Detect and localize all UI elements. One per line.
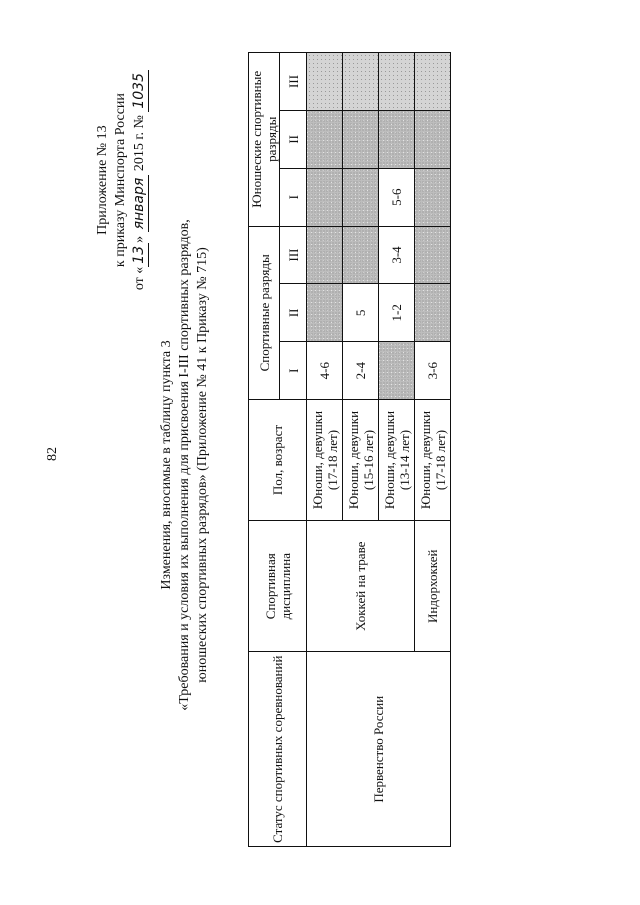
rank-cell-empty xyxy=(343,226,379,284)
header-rank-3: III xyxy=(280,226,307,284)
status-cell: Первенство России xyxy=(307,652,451,847)
date-mid: » xyxy=(132,235,147,243)
date-day: 13 xyxy=(130,243,149,267)
header-youth-rank-2: II xyxy=(280,110,307,168)
youth-cell-empty xyxy=(307,53,343,111)
youth-cell-empty xyxy=(415,110,451,168)
youth-cell: 5-6 xyxy=(379,168,415,226)
heading-line-3: юношеских спортивных разрядов» (Приложение № 41 к Приказу № 715) xyxy=(195,247,210,683)
header-youth-rank-3: III xyxy=(280,53,307,111)
rank-cell: 3-4 xyxy=(379,226,415,284)
discipline-field-hockey: Хоккей на траве xyxy=(307,521,415,652)
header-youth-ranks: Юношеские спортивные разряды xyxy=(249,53,280,227)
appendix-date-line xyxy=(130,70,149,290)
heading-line-2: «Требования и условия их выполнения для присвоения I-III спортивных разрядов, xyxy=(177,219,192,711)
rank-cell: 2-4 xyxy=(343,342,379,400)
rank-cell-empty xyxy=(307,226,343,284)
order-number: 1035 xyxy=(130,70,149,112)
header-youth-rank-1: I xyxy=(280,168,307,226)
date-month: января xyxy=(130,175,149,233)
header-rank-2: II xyxy=(280,284,307,342)
rank-cell-empty xyxy=(415,226,451,284)
age-cell: Юноши, девушки (13-14 лет) xyxy=(379,400,415,521)
rank-cell-empty xyxy=(379,342,415,400)
header-discipline: Спортивная дисциплина xyxy=(249,521,307,652)
age-cell: Юноши, девушки (15-16 лет) xyxy=(343,400,379,521)
youth-cell-empty xyxy=(415,168,451,226)
header-status: Статус спортивных соревнований xyxy=(249,652,307,847)
document-heading xyxy=(158,50,212,880)
rank-cell-empty xyxy=(415,284,451,342)
youth-cell-empty xyxy=(307,168,343,226)
age-cell: Юноши, девушки (17-18 лет) xyxy=(415,400,451,521)
appendix-block xyxy=(94,70,149,290)
youth-cell-empty xyxy=(343,168,379,226)
header-sport-ranks: Спортивные разряды xyxy=(249,226,280,399)
table-row xyxy=(307,53,343,847)
youth-cell-empty xyxy=(307,110,343,168)
rank-cell: 1-2 xyxy=(379,284,415,342)
youth-cell-empty xyxy=(379,53,415,111)
date-year: 2015 г. № xyxy=(132,115,147,172)
page-number: 82 xyxy=(45,447,60,461)
rank-cell: 3-6 xyxy=(415,342,451,400)
rotated-document xyxy=(80,50,560,880)
rank-cell: 5 xyxy=(343,284,379,342)
rank-cell-empty xyxy=(307,284,343,342)
rank-cell: 4-6 xyxy=(307,342,343,400)
appendix-title: Приложение № 13 xyxy=(95,125,110,235)
heading-line-1: Изменения, вносимые в таблицу пункта 3 xyxy=(159,340,174,590)
youth-cell-empty xyxy=(343,53,379,111)
youth-cell-empty xyxy=(379,110,415,168)
age-cell: Юноши, девушки (17-18 лет) xyxy=(307,400,343,521)
discipline-indoor-hockey: Индорхоккей xyxy=(415,521,451,652)
youth-cell-empty xyxy=(415,53,451,111)
appendix-order: к приказу Минспорта России xyxy=(113,93,128,268)
date-prefix: от « xyxy=(132,266,147,291)
header-rank-1: I xyxy=(280,342,307,400)
youth-cell-empty xyxy=(343,110,379,168)
header-age: Пол, возраст xyxy=(249,400,307,521)
ranks-table xyxy=(248,52,451,847)
